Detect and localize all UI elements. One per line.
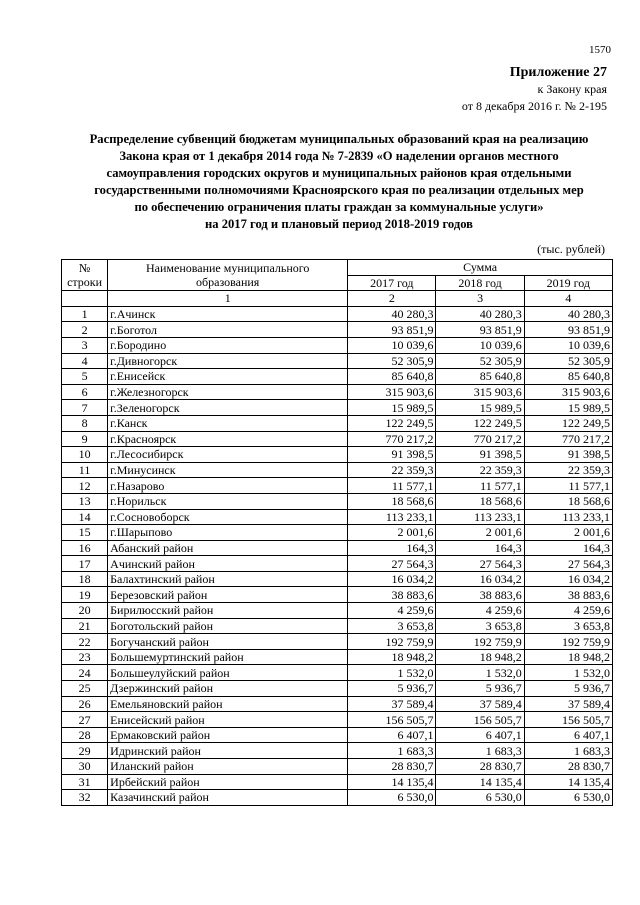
header-year-2018: 2018 год — [436, 275, 524, 291]
row-number-cell: 32 — [62, 790, 108, 806]
municipality-cell: г.Зеленогорск — [108, 400, 348, 416]
table-row — [62, 509, 613, 525]
row-number-cell: 24 — [62, 665, 108, 681]
value-2019-cell: 15 989,5 — [524, 400, 612, 416]
row-number-cell: 3 — [62, 337, 108, 353]
value-2017-cell: 37 589,4 — [348, 696, 436, 712]
document-title — [78, 131, 600, 233]
index-cell: 2 — [348, 291, 436, 307]
row-number-cell: 17 — [62, 556, 108, 572]
appendix-block — [462, 64, 607, 115]
value-2019-cell: 122 249,5 — [524, 415, 612, 431]
value-2017-cell: 11 577,1 — [348, 478, 436, 494]
value-2018-cell: 37 589,4 — [436, 696, 524, 712]
table-row — [62, 634, 613, 650]
municipality-cell: г.Бородино — [108, 337, 348, 353]
row-number-cell: 13 — [62, 493, 108, 509]
page-number: 1570 — [589, 44, 611, 56]
value-2019-cell: 1 683,3 — [524, 743, 612, 759]
value-2017-cell: 15 989,5 — [348, 400, 436, 416]
municipality-cell: г.Лесосибирск — [108, 447, 348, 463]
header-year-2019: 2019 год — [524, 275, 612, 291]
value-2017-cell: 315 903,6 — [348, 384, 436, 400]
value-2018-cell: 1 683,3 — [436, 743, 524, 759]
table-row — [62, 322, 613, 338]
value-2019-cell: 3 653,8 — [524, 618, 612, 634]
header-num-line1: № — [78, 261, 91, 276]
row-number-cell: 28 — [62, 727, 108, 743]
table-row — [62, 587, 613, 603]
value-2019-cell: 11 577,1 — [524, 478, 612, 494]
title-line: на 2017 год и плановый период 2018-2019 годов — [205, 217, 473, 231]
value-2017-cell: 93 851,9 — [348, 322, 436, 338]
value-2017-cell: 192 759,9 — [348, 634, 436, 650]
value-2019-cell: 113 233,1 — [524, 509, 612, 525]
row-number-cell: 19 — [62, 587, 108, 603]
value-2019-cell: 14 135,4 — [524, 774, 612, 790]
value-2018-cell: 28 830,7 — [436, 759, 524, 775]
value-2018-cell: 10 039,6 — [436, 337, 524, 353]
row-number-cell: 15 — [62, 525, 108, 541]
header-row-number — [62, 260, 108, 291]
municipality-cell: Енисейский район — [108, 712, 348, 728]
value-2019-cell: 38 883,6 — [524, 587, 612, 603]
value-2019-cell: 37 589,4 — [524, 696, 612, 712]
value-2017-cell: 40 280,3 — [348, 306, 436, 322]
value-2017-cell: 91 398,5 — [348, 447, 436, 463]
table-row — [62, 774, 613, 790]
municipality-cell: Идринский район — [108, 743, 348, 759]
table-row — [62, 696, 613, 712]
value-2018-cell: 15 989,5 — [436, 400, 524, 416]
row-number-cell: 18 — [62, 571, 108, 587]
subvention-table — [61, 259, 613, 806]
table-row — [62, 556, 613, 572]
index-cell: 1 — [108, 291, 348, 307]
value-2017-cell: 770 217,2 — [348, 431, 436, 447]
table-row — [62, 790, 613, 806]
row-number-cell: 2 — [62, 322, 108, 338]
value-2017-cell: 85 640,8 — [348, 369, 436, 385]
municipality-cell: г.Шарыпово — [108, 525, 348, 541]
value-2019-cell: 27 564,3 — [524, 556, 612, 572]
value-2019-cell: 85 640,8 — [524, 369, 612, 385]
value-2019-cell: 91 398,5 — [524, 447, 612, 463]
value-2018-cell: 40 280,3 — [436, 306, 524, 322]
table-row — [62, 618, 613, 634]
value-2019-cell: 52 305,9 — [524, 353, 612, 369]
value-2019-cell: 6 530,0 — [524, 790, 612, 806]
municipality-cell: г.Норильск — [108, 493, 348, 509]
table-row — [62, 743, 613, 759]
row-number-cell: 16 — [62, 540, 108, 556]
table-row — [62, 571, 613, 587]
title-line: Распределение субвенций бюджетам муниципальных образований края на реализацию — [89, 132, 589, 146]
value-2018-cell: 122 249,5 — [436, 415, 524, 431]
municipality-cell: г.Дивногорск — [108, 353, 348, 369]
row-number-cell: 6 — [62, 384, 108, 400]
value-2017-cell: 6 530,0 — [348, 790, 436, 806]
value-2017-cell: 1 683,3 — [348, 743, 436, 759]
row-number-cell: 14 — [62, 509, 108, 525]
row-number-cell: 1 — [62, 306, 108, 322]
value-2019-cell: 28 830,7 — [524, 759, 612, 775]
header-year-2017: 2017 год — [348, 275, 436, 291]
municipality-cell: г.Ачинск — [108, 306, 348, 322]
row-number-cell: 21 — [62, 618, 108, 634]
table-row — [62, 603, 613, 619]
index-cell: 3 — [436, 291, 524, 307]
value-2018-cell: 38 883,6 — [436, 587, 524, 603]
units-label: (тыс. рублей) — [537, 242, 605, 256]
row-number-cell: 23 — [62, 649, 108, 665]
row-number-cell: 25 — [62, 681, 108, 697]
municipality-cell: г.Енисейск — [108, 369, 348, 385]
municipality-cell: Березовский район — [108, 587, 348, 603]
value-2019-cell: 18 568,6 — [524, 493, 612, 509]
row-number-cell: 27 — [62, 712, 108, 728]
value-2018-cell: 18 568,6 — [436, 493, 524, 509]
municipality-cell: Богучанский район — [108, 634, 348, 650]
value-2018-cell: 6 407,1 — [436, 727, 524, 743]
municipality-cell: Ермаковский район — [108, 727, 348, 743]
value-2019-cell: 192 759,9 — [524, 634, 612, 650]
table-index-row — [62, 291, 613, 307]
table-row — [62, 649, 613, 665]
municipality-cell: г.Железногорск — [108, 384, 348, 400]
header-num-line2: строки — [67, 275, 103, 290]
table-row — [62, 306, 613, 322]
value-2017-cell: 38 883,6 — [348, 587, 436, 603]
row-number-cell: 9 — [62, 431, 108, 447]
value-2017-cell: 10 039,6 — [348, 337, 436, 353]
value-2018-cell: 22 359,3 — [436, 462, 524, 478]
appendix-law-date: от 8 декабря 2016 г. № 2-195 — [461, 99, 607, 113]
municipality-cell: Иланский район — [108, 759, 348, 775]
municipality-cell: Большемуртинский район — [108, 649, 348, 665]
value-2018-cell: 164,3 — [436, 540, 524, 556]
table-row — [62, 369, 613, 385]
value-2019-cell: 4 259,6 — [524, 603, 612, 619]
table-row — [62, 525, 613, 541]
value-2019-cell: 18 948,2 — [524, 649, 612, 665]
appendix-title: Приложение 27 — [509, 65, 607, 80]
value-2019-cell: 1 532,0 — [524, 665, 612, 681]
value-2017-cell: 5 936,7 — [348, 681, 436, 697]
value-2019-cell: 770 217,2 — [524, 431, 612, 447]
title-line: Закона края от 1 декабря 2014 года № 7-2839 «О наделении органов местного — [119, 149, 559, 163]
table-row — [62, 415, 613, 431]
table-row — [62, 462, 613, 478]
municipality-cell: Емельяновский район — [108, 696, 348, 712]
table-row — [62, 478, 613, 494]
title-line: по обеспечению ограничения платы граждан за коммунальные услуги» — [134, 200, 544, 214]
value-2017-cell: 122 249,5 — [348, 415, 436, 431]
table-row — [62, 665, 613, 681]
row-number-cell: 8 — [62, 415, 108, 431]
municipality-cell: г.Боготол — [108, 322, 348, 338]
municipality-cell: Большеулуйский район — [108, 665, 348, 681]
table-row — [62, 431, 613, 447]
municipality-cell: г.Назарово — [108, 478, 348, 494]
value-2017-cell: 2 001,6 — [348, 525, 436, 541]
value-2017-cell: 18 568,6 — [348, 493, 436, 509]
value-2017-cell: 28 830,7 — [348, 759, 436, 775]
table-row — [62, 400, 613, 416]
municipality-cell: г.Сосновоборск — [108, 509, 348, 525]
title-line: самоуправления городских округов и муниципальных районов края отдельными — [106, 166, 572, 180]
value-2018-cell: 16 034,2 — [436, 571, 524, 587]
municipality-cell: г.Минусинск — [108, 462, 348, 478]
header-municipality — [108, 260, 348, 291]
municipality-cell: Абанский район — [108, 540, 348, 556]
value-2018-cell: 4 259,6 — [436, 603, 524, 619]
municipality-cell: Дзержинский район — [108, 681, 348, 697]
value-2017-cell: 6 407,1 — [348, 727, 436, 743]
table-row — [62, 712, 613, 728]
row-number-cell: 12 — [62, 478, 108, 494]
row-number-cell: 5 — [62, 369, 108, 385]
value-2019-cell: 315 903,6 — [524, 384, 612, 400]
table-row — [62, 540, 613, 556]
value-2018-cell: 14 135,4 — [436, 774, 524, 790]
value-2019-cell: 93 851,9 — [524, 322, 612, 338]
header-name-line2: образования — [196, 275, 260, 290]
row-number-cell: 10 — [62, 447, 108, 463]
value-2017-cell: 1 532,0 — [348, 665, 436, 681]
value-2018-cell: 52 305,9 — [436, 353, 524, 369]
value-2018-cell: 6 530,0 — [436, 790, 524, 806]
index-cell — [62, 291, 108, 307]
value-2017-cell: 164,3 — [348, 540, 436, 556]
table-row — [62, 447, 613, 463]
municipality-cell: Бирилюсский район — [108, 603, 348, 619]
value-2017-cell: 18 948,2 — [348, 649, 436, 665]
value-2018-cell: 1 532,0 — [436, 665, 524, 681]
value-2017-cell: 14 135,4 — [348, 774, 436, 790]
value-2018-cell: 2 001,6 — [436, 525, 524, 541]
table-row — [62, 353, 613, 369]
value-2019-cell: 2 001,6 — [524, 525, 612, 541]
value-2018-cell: 93 851,9 — [436, 322, 524, 338]
row-number-cell: 26 — [62, 696, 108, 712]
municipality-cell: Боготольский район — [108, 618, 348, 634]
table-row — [62, 681, 613, 697]
table-row — [62, 759, 613, 775]
table-row — [62, 493, 613, 509]
value-2018-cell: 192 759,9 — [436, 634, 524, 650]
table-header-row — [62, 260, 613, 276]
table-row — [62, 337, 613, 353]
value-2018-cell: 315 903,6 — [436, 384, 524, 400]
value-2018-cell: 3 653,8 — [436, 618, 524, 634]
value-2018-cell: 770 217,2 — [436, 431, 524, 447]
header-sum: Сумма — [348, 260, 613, 276]
value-2017-cell: 113 233,1 — [348, 509, 436, 525]
index-cell: 4 — [524, 291, 612, 307]
value-2018-cell: 18 948,2 — [436, 649, 524, 665]
value-2019-cell: 22 359,3 — [524, 462, 612, 478]
table-body — [62, 306, 613, 805]
row-number-cell: 4 — [62, 353, 108, 369]
municipality-cell: Казачинский район — [108, 790, 348, 806]
value-2018-cell: 85 640,8 — [436, 369, 524, 385]
value-2019-cell: 5 936,7 — [524, 681, 612, 697]
value-2018-cell: 27 564,3 — [436, 556, 524, 572]
value-2017-cell: 16 034,2 — [348, 571, 436, 587]
row-number-cell: 29 — [62, 743, 108, 759]
municipality-cell: Ирбейский район — [108, 774, 348, 790]
municipality-cell: г.Красноярск — [108, 431, 348, 447]
value-2018-cell: 91 398,5 — [436, 447, 524, 463]
row-number-cell: 31 — [62, 774, 108, 790]
table-row — [62, 727, 613, 743]
value-2019-cell: 6 407,1 — [524, 727, 612, 743]
row-number-cell: 11 — [62, 462, 108, 478]
value-2019-cell: 156 505,7 — [524, 712, 612, 728]
municipality-cell: г.Канск — [108, 415, 348, 431]
value-2018-cell: 113 233,1 — [436, 509, 524, 525]
row-number-cell: 20 — [62, 603, 108, 619]
appendix-law-ref: к Закону края — [537, 82, 607, 96]
value-2019-cell: 10 039,6 — [524, 337, 612, 353]
municipality-cell: Балахтинский район — [108, 571, 348, 587]
value-2017-cell: 52 305,9 — [348, 353, 436, 369]
value-2019-cell: 164,3 — [524, 540, 612, 556]
header-name-line1: Наименование муниципального — [145, 261, 310, 276]
value-2019-cell: 40 280,3 — [524, 306, 612, 322]
value-2018-cell: 11 577,1 — [436, 478, 524, 494]
value-2017-cell: 22 359,3 — [348, 462, 436, 478]
table-row — [62, 384, 613, 400]
value-2017-cell: 156 505,7 — [348, 712, 436, 728]
value-2017-cell: 3 653,8 — [348, 618, 436, 634]
row-number-cell: 30 — [62, 759, 108, 775]
value-2017-cell: 4 259,6 — [348, 603, 436, 619]
municipality-cell: Ачинский район — [108, 556, 348, 572]
title-line: государственными полномочиями Красноярского края по реализации отдельных мер — [94, 183, 584, 197]
row-number-cell: 22 — [62, 634, 108, 650]
value-2018-cell: 5 936,7 — [436, 681, 524, 697]
value-2017-cell: 27 564,3 — [348, 556, 436, 572]
value-2018-cell: 156 505,7 — [436, 712, 524, 728]
row-number-cell: 7 — [62, 400, 108, 416]
value-2019-cell: 16 034,2 — [524, 571, 612, 587]
